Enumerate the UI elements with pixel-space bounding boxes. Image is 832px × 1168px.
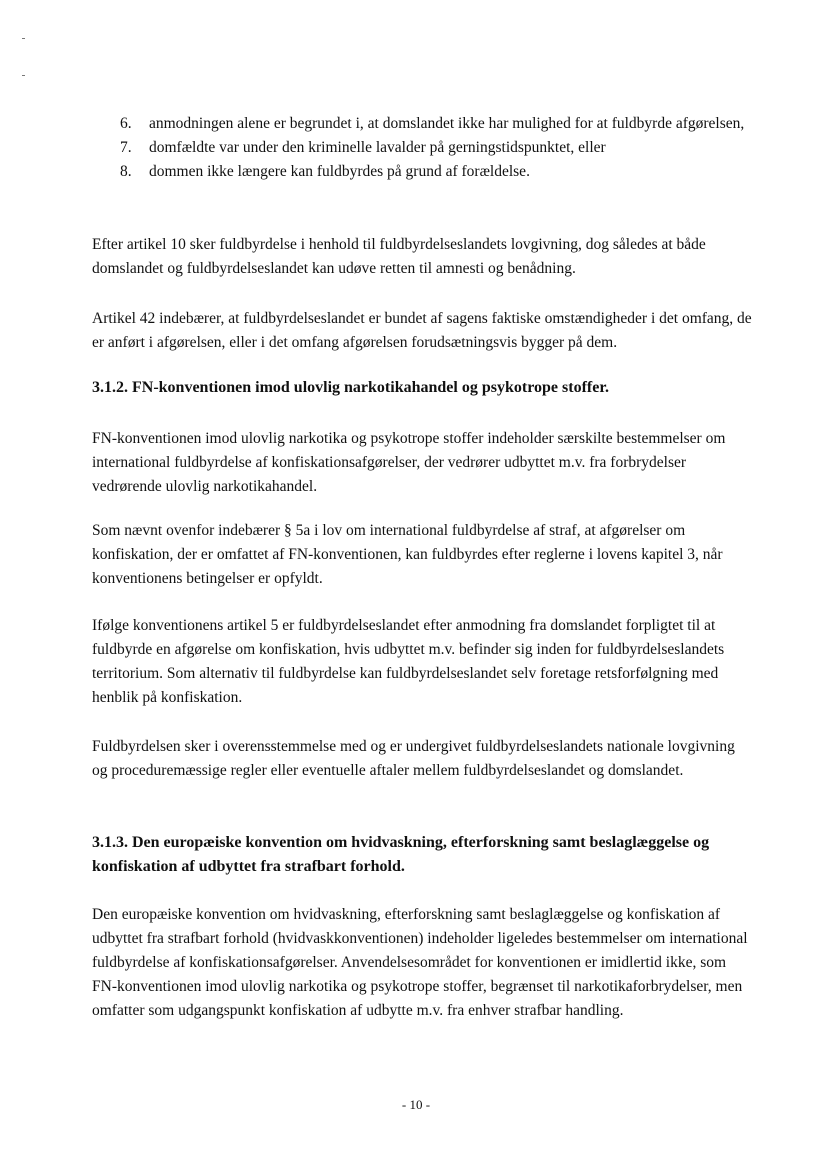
page-number: - 10 - <box>401 1097 431 1112</box>
list-item <box>92 160 752 184</box>
section-heading-3-1-2: 3.1.2. FN-konventionen imod ulovlig narkotikahandel og psykotrope stoffer. <box>92 379 609 396</box>
paragraph-hvidvask: Den europæiske konvention om hvidvaskning, efterforskning samt beslaglæggelse og konfiskation af udbyttet fra strafbart forhold (hvidvaskkonventionen) indeholder ligeledes bestemmelser om international fuldbyrdelse af konfiskationsafgørelser. Anvendelsesområdet for konventionen er imidlertid ikke, som FN-konventionen imod ulovlig narkotika og psykotrope stoffer, begrænset til narkotikaforbrydelser, men omfatter som udgangspunkt konfiskation af udbytte m.v. fra enhver strafbar handling. <box>92 906 748 1019</box>
paragraph-fn-intro: FN-konventionen imod ulovlig narkotika og psykotrope stoffer indeholder særskilte bestemmelser om international fuldbyrdelse af konfiskationsafgørelser, der vedrører udbyttet m.v. fra forbrydelser vedrørende ulovlig narkotikahandel. <box>92 430 726 495</box>
list-item <box>92 112 752 136</box>
list-item-text: dommen ikke længere kan fuldbyrdes på grund af forældelse. <box>149 163 530 180</box>
list-item <box>92 136 752 160</box>
list-item-text: anmodningen alene er begrundet i, at domslandet ikke har mulighed for at fuldbyrde afgørelsen, <box>149 115 745 132</box>
scan-mark-top <box>22 38 25 39</box>
paragraph-fn-fuldbyrdelse: Fuldbyrdelsen sker i overensstemmelse med og er undergivet fuldbyrdelseslandets nationale lovgivning og proceduremæssige regler eller eventuelle aftaler mellem fuldbyrdelseslandet og domslandet. <box>92 738 735 779</box>
paragraph-artikel-10: Efter artikel 10 sker fuldbyrdelse i henhold til fuldbyrdelseslandets lovgivning, dog således at både domslandet og fuldbyrdelseslandet kan udøve retten til amnesti og benådning. <box>92 236 706 277</box>
section-heading-3-1-3: 3.1.3. Den europæiske konvention om hvidvaskning, efterforskning samt beslaglæggelse og konfiskation af udbyttet fra strafbart forhold. <box>92 834 710 875</box>
list-item-text: domfældte var under den kriminelle lavalder på gerningstidspunktet, eller <box>149 139 606 156</box>
scan-mark-bottom <box>22 75 25 76</box>
paragraph-artikel-42: Artikel 42 indebærer, at fuldbyrdelseslandet er bundet af sagens faktiske omstændigheder i det omfang, de er anført i afgørelsen, eller i det omfang afgørelsen forudsætningsvis bygger på dem. <box>92 310 752 351</box>
paragraph-fn-artikel-5: Ifølge konventionens artikel 5 er fuldbyrdelseslandet efter anmodning fra domslandet forpligtet til at fuldbyrde en afgørelse om konfiskation, hvis udbyttet m.v. befinder sig inden for fuldbyrdelseslandets territorium. Som alternativ til fuldbyrdelse kan fuldbyrdelseslandet selv foretage retsforfølgning med henblik på konfiskation. <box>92 617 725 706</box>
paragraph-fn-paragraph-5a: Som nævnt ovenfor indebærer § 5a i lov om international fuldbyrdelse af straf, at afgørelser om konfiskation, der er omfattet af FN-konventionen, kan fuldbyrdes efter reglerne i lovens kapitel 3, når konventionens betingelser er opfyldt. <box>92 522 723 587</box>
numbered-list <box>92 112 752 184</box>
list-item-number: 7. <box>120 139 132 156</box>
list-item-number: 6. <box>120 115 132 132</box>
list-item-number: 8. <box>120 163 132 180</box>
